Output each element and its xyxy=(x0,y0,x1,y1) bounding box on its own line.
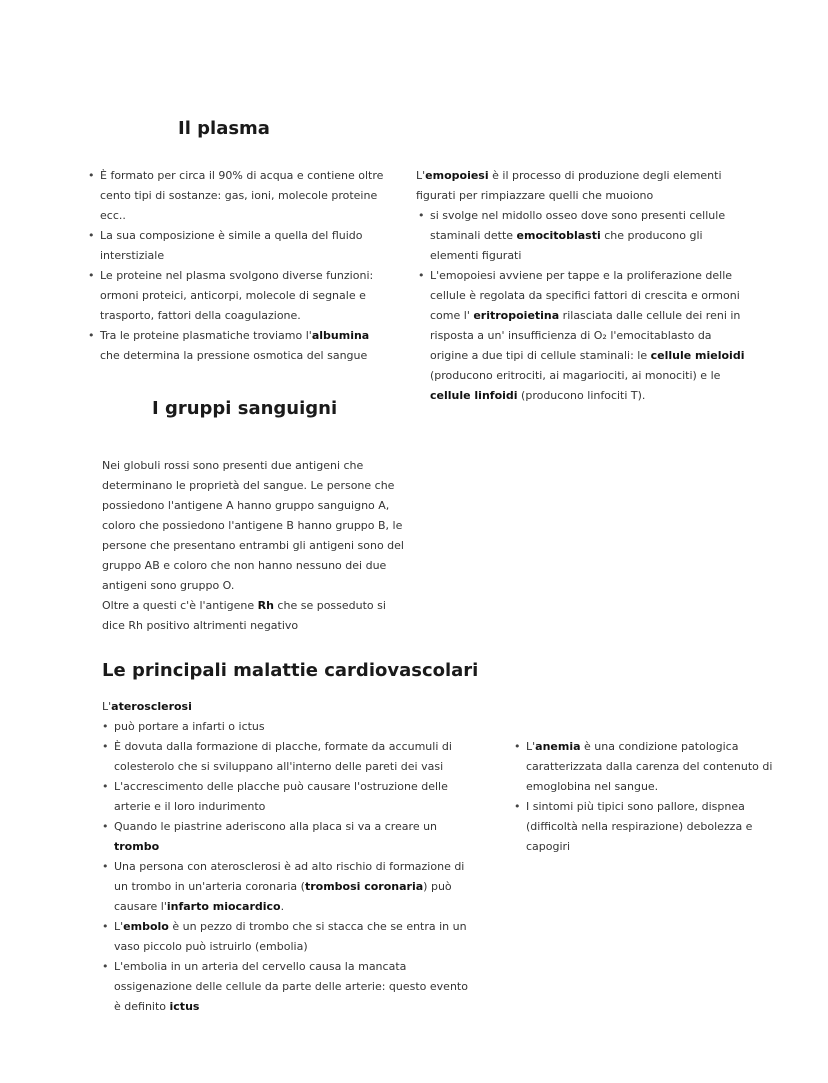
bold-term: albumina xyxy=(311,329,370,342)
anemia-list xyxy=(514,737,774,857)
plasma-list xyxy=(88,166,388,366)
list-item xyxy=(102,857,472,917)
anemia-section xyxy=(514,737,774,857)
list-item xyxy=(88,266,388,326)
bold-term: trombosi coronaria xyxy=(304,880,424,893)
list-item xyxy=(514,737,774,797)
bold-term: emopoiesi xyxy=(425,169,489,182)
list-item xyxy=(102,817,472,857)
gruppi-title: I gruppi sanguigni xyxy=(152,398,338,419)
list-item xyxy=(102,737,472,777)
text-run: . xyxy=(280,900,285,913)
malattie-title: Le principali malattie cardiovascolari xyxy=(102,660,479,681)
text-run: è un pezzo di trombo che si stacca che se entra in un vaso piccolo può istruirlo (embolia) xyxy=(114,920,467,953)
list-item xyxy=(102,957,472,1017)
bold-term: anemia xyxy=(535,740,581,753)
text-run: Nei globuli rossi sono presenti due antigeni che determinano le proprietà del sangue. Le persone che possiedono l'antigene A hanno gruppo sanguigno A, coloro che possiedono l'antigene B hanno gruppo B, le persone che presentano entrambi gli antigeni sono del gruppo AB e coloro che non hanno nessuno dei due antigeni sono gruppo O. xyxy=(102,459,404,592)
text-run: Le proteine nel plasma svolgono diverse funzioni: ormoni proteici, anticorpi, molecole di segnale e trasporto, fattori della coagulazione. xyxy=(100,269,374,322)
text-run: è il processo di produzione degli elementi figurati per rimpiazzare quelli che muoiono xyxy=(416,169,722,202)
emopoiesi-intro xyxy=(416,166,751,206)
list-item xyxy=(418,266,751,406)
text-run: che se posseduto si dice Rh positivo altrimenti negativo xyxy=(102,599,386,632)
list-item xyxy=(418,206,751,266)
text-run: può portare a infarti o ictus xyxy=(114,720,265,733)
list-item xyxy=(88,226,388,266)
text-run: È formato per circa il 90% di acqua e contiene oltre cento tipi di sostanze: gas, ioni, molecole proteine ecc.. xyxy=(100,169,384,222)
text-run: rilasciata dalle cellule dei reni in risposta a un' insufficienza di O₂ l'emocitablasto da origine a due tipi di cellule staminali: le xyxy=(430,309,741,362)
text-run: Quando le piastrine aderiscono alla placa si va a creare un xyxy=(114,820,438,833)
bold-term: eritropoietina xyxy=(473,309,560,322)
text-run: È dovuta dalla formazione di placche, formate da accumuli di colesterolo che si sviluppano all'interno delle pareti dei vasi xyxy=(114,740,452,773)
text-run: (producono eritrociti, ai magariociti, ai monociti) e le xyxy=(430,369,721,382)
malattie-section xyxy=(102,697,472,1017)
text-run: L' xyxy=(526,740,536,753)
bold-term: trombo xyxy=(114,840,160,853)
plasma-section xyxy=(88,166,388,366)
text-run: si svolge nel midollo osseo dove sono presenti cellule staminali dette xyxy=(430,209,726,242)
bold-term: cellule mieloidi xyxy=(650,349,745,362)
list-item xyxy=(514,797,774,857)
text-run: Una persona con aterosclerosi è ad alto rischio di formazione di un trombo in un'arteria coronaria ( xyxy=(114,860,465,893)
gruppi-paragraph xyxy=(102,456,407,596)
list-item xyxy=(102,917,472,957)
bold-term: cellule linfoidi xyxy=(430,389,518,402)
plasma-title: Il plasma xyxy=(178,118,270,139)
text-run: che determina la pressione osmotica del sangue xyxy=(100,349,368,362)
text-run: che producono gli elementi figurati xyxy=(430,229,703,262)
aterosclerosi-subtitle xyxy=(102,697,472,717)
text-run: L'emopoiesi avviene per tappe e la proliferazione delle cellule è regolata da specifici fattori di crescita e ormoni come l' xyxy=(430,269,740,322)
text-run: ) può causare l' xyxy=(114,880,452,913)
text-run: L'accrescimento delle placche può causare l'ostruzione delle arterie e il loro indurimento xyxy=(114,780,448,813)
emopoiesi-section xyxy=(416,166,751,406)
bold-term: embolo xyxy=(123,920,169,933)
list-item xyxy=(88,166,388,226)
text-run: L' xyxy=(114,920,124,933)
text-run: L'embolia in un arteria del cervello causa la mancata ossigenazione delle cellule da parte delle arterie: questo evento è definito xyxy=(114,960,468,1013)
bold-term: infarto miocardico xyxy=(166,900,281,913)
text-run: L' xyxy=(416,169,426,182)
list-item xyxy=(102,717,472,737)
text-run: Tra le proteine plasmatiche troviamo l' xyxy=(100,329,312,342)
bold-term: emocitoblasti xyxy=(516,229,601,242)
text-run: (producono linfociti T). xyxy=(517,389,646,402)
list-item xyxy=(102,777,472,817)
bold-term: aterosclerosi xyxy=(111,700,192,713)
text-run: L' xyxy=(102,700,112,713)
bold-term: Rh xyxy=(257,599,274,612)
gruppi-paragraph-rh xyxy=(102,596,407,636)
text-run: è una condizione patologica caratterizzata dalla carenza del contenuto di emoglobina nel sangue. xyxy=(526,740,773,793)
emopoiesi-list xyxy=(416,206,751,406)
text-run: La sua composizione è simile a quella del fluido interstiziale xyxy=(100,229,363,262)
text-run: I sintomi più tipici sono pallore, dispnea (difficoltà nella respirazione) debolezza e capogiri xyxy=(526,800,753,853)
bold-term: ictus xyxy=(169,1000,200,1013)
list-item xyxy=(88,326,388,366)
gruppi-section xyxy=(102,456,407,636)
aterosclerosi-list xyxy=(102,717,472,1017)
text-run: Oltre a questi c'è l'antigene xyxy=(102,599,258,612)
